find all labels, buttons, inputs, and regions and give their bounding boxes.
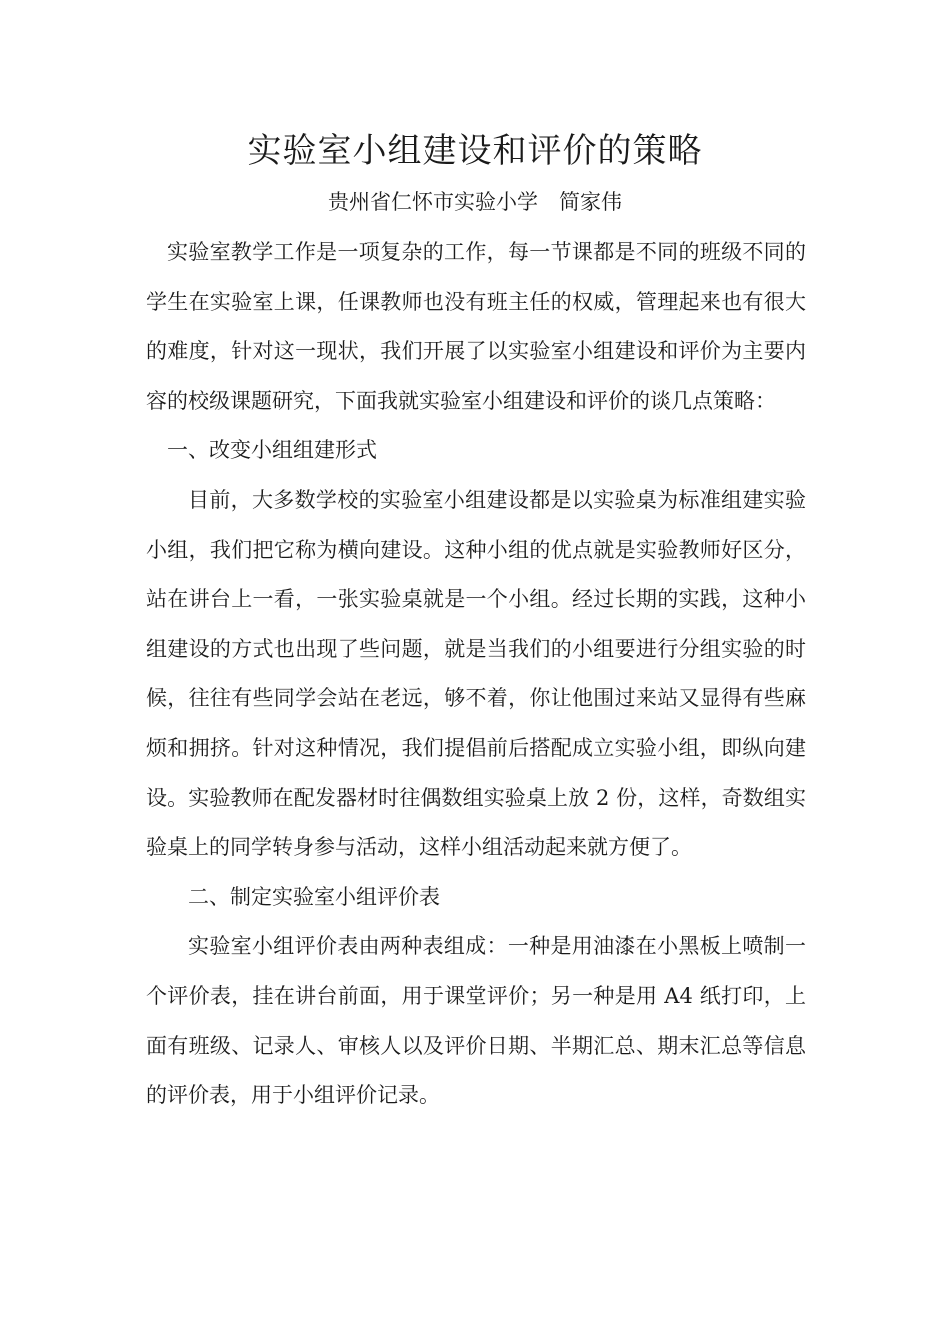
section-heading-1: 一、改变小组组建形式 [167,438,377,463]
paragraph-section-2: 实验室小组评价表由两种表组成：一种是用油漆在小黑板上喷制一个评价表，挂在讲台前面，用于课堂评价；另一种是用 A4 纸打印，上面有班级、记录人、审核人以及评价日期、半期汇总、期末汇总等信息的评价表，用于小组评价记录。 [146,934,806,1108]
document-author: 贵州省仁怀市实验小学 简家伟 [328,190,622,214]
document-body [146,228,806,1121]
section-heading-2: 二、制定实验室小组评价表 [188,884,440,909]
paragraph-section-1: 目前，大多数学校的实验室小组建设都是以实验桌为标准组建实验小组，我们把它称为横向建设。这种小组的优点就是实验教师好区分，站在讲台上一看，一张实验桌就是一个小组。经过长期的实践，这种小组建设的方式也出现了些问题，就是当我们的小组要进行分组实验的时候，往往有些同学会站在老远，够不着，你让他围过来站又显得有些麻烦和拥挤。针对这种情况，我们提倡前后搭配成立实验小组，即纵向建设。实验教师在配发器材时往偶数组实验桌上放 2 份，这样，奇数组实验桌上的同学转身参与活动，这样小组活动起来就方便了。 [146,487,806,860]
document-title: 实验室小组建设和评价的策略 [247,131,703,171]
paragraph-intro: 实验室教学工作是一项复杂的工作，每一节课都是不同的班级不同的学生在实验室上课，任课教师也没有班主任的权威，管理起来也有很大的难度，针对这一现状，我们开展了以实验室小组建设和评价为主要内容的校级课题研究，下面我就实验室小组建设和评价的谈几点策略： [146,240,806,413]
